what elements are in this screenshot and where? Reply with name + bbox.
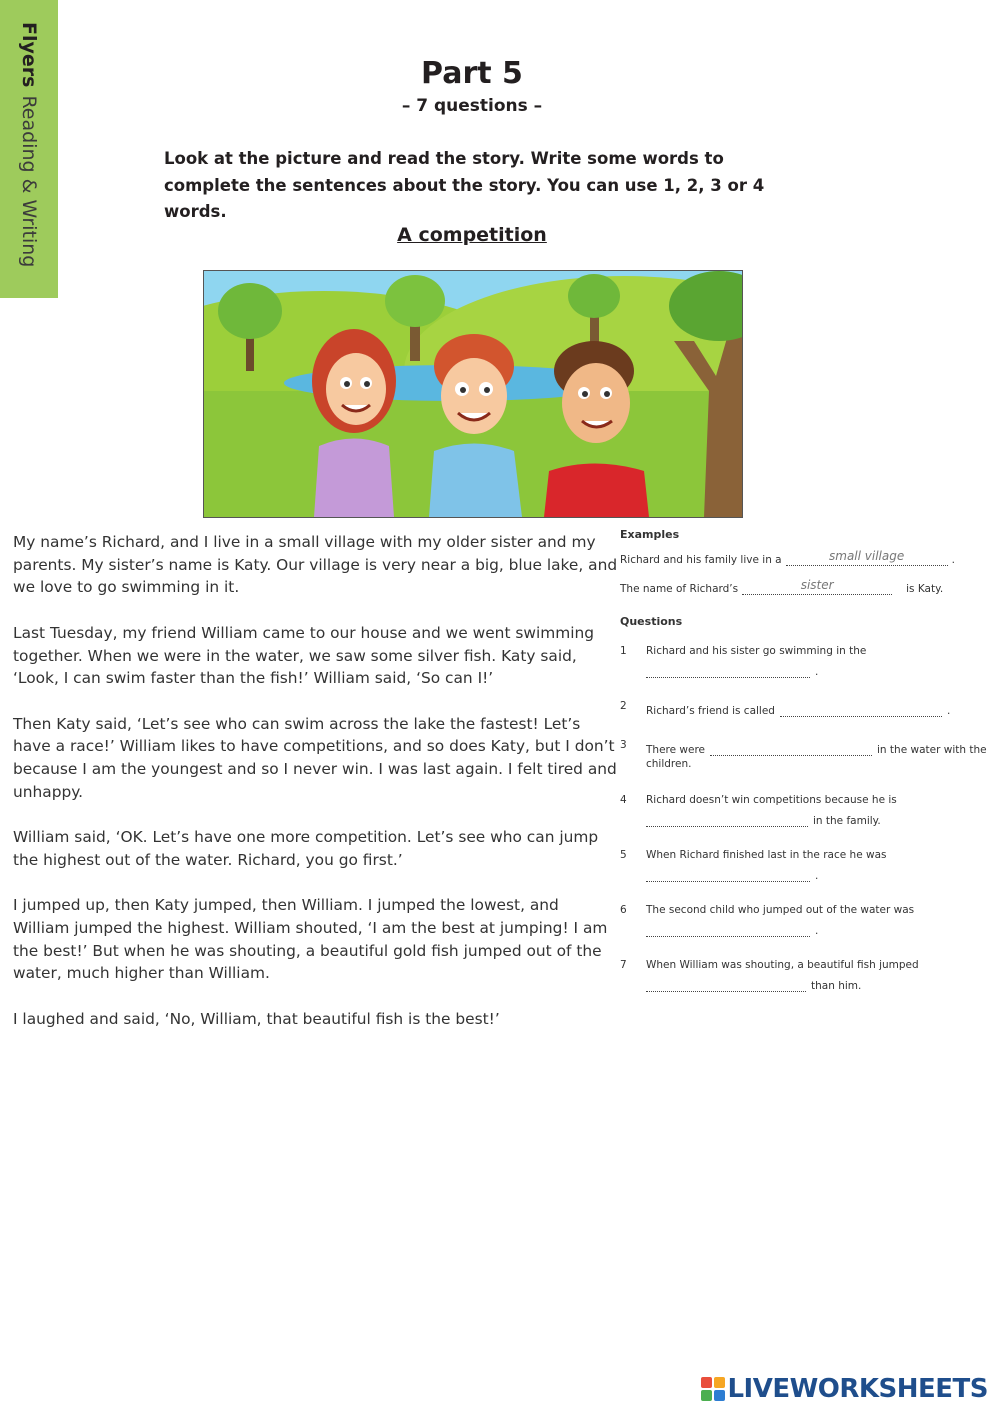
examples-heading: Examples [620, 528, 680, 541]
example-1 [620, 549, 990, 566]
example-2-text: The name of Richard’s [620, 583, 739, 595]
answer-input-5[interactable] [646, 865, 810, 882]
question-text: Richard’s friend is called [646, 705, 775, 717]
boy-right-pupil-right [604, 391, 610, 397]
story-paragraph: Then Katy said, ‘Let’s see who can swim across the lake the fastest! Let’s have a race!’ William likes to have competitions, and so does Katy, but I don’t because I am the youngest and so I never win. I was last again. I felt tired and unhappy. [13, 714, 617, 801]
example-2-answer: sister [800, 578, 834, 592]
story-paragraph: Last Tuesday, my friend William came to our house and we went swimming together. When we were in the water, we saw some silver fish. Katy said, ‘Look, I can swim faster than the fish!’ William said, ‘So can I!’ [13, 623, 595, 688]
side-tab [0, 0, 58, 298]
question-number: 6 [620, 904, 627, 916]
boy-middle-face [441, 358, 507, 434]
question-end: in the family. [813, 815, 881, 827]
boy-middle-pupil-right [484, 387, 490, 393]
logo-square [714, 1390, 725, 1401]
liveworksheets-logo [701, 1374, 988, 1404]
instructions: Look at the picture and read the story. Write some words to complete the sentences about the story. You can use 1, 2, 3 or 4 words. [164, 149, 765, 221]
logo-square [714, 1377, 725, 1388]
example-1-end: . [951, 554, 955, 566]
story-illustration [203, 270, 743, 518]
question-6 [620, 904, 990, 937]
question-number: 4 [620, 794, 627, 806]
boy-middle-pupil-left [460, 387, 466, 393]
girl-pupil-right [364, 381, 370, 387]
question-end: in the water with the [877, 744, 987, 756]
page-title: Part 5 [421, 56, 523, 91]
question-number: 2 [620, 700, 627, 712]
answer-input-3[interactable] [710, 739, 872, 756]
example-2-blank [742, 578, 892, 595]
side-tab-level: Flyers [18, 22, 40, 88]
question-number: 7 [620, 959, 627, 971]
questions-panel [620, 528, 990, 992]
park-scene-image [204, 271, 742, 517]
logo-square [701, 1377, 712, 1388]
question-end: . [815, 870, 819, 882]
questions-heading: Questions [620, 615, 683, 628]
question-end: . [946, 705, 951, 717]
question-number: 1 [620, 645, 627, 657]
question-2 [620, 700, 990, 717]
question-end: . [815, 666, 819, 678]
question-1 [620, 645, 990, 678]
answer-input-1[interactable] [646, 661, 810, 678]
story-text [13, 531, 618, 1053]
example-2-end: is Katy. [906, 583, 944, 595]
question-text: There were [646, 744, 706, 756]
question-text: Richard and his sister go swimming in the [646, 645, 867, 657]
question-text: When William was shouting, a beautiful fish jumped [646, 959, 919, 971]
question-text: The second child who jumped out of the water was [646, 904, 915, 916]
boy-right-face [562, 363, 630, 443]
tree-left [218, 283, 282, 339]
answer-input-2[interactable] [780, 700, 942, 717]
logo-wordmark: LIVEWORKSHEETS [727, 1374, 988, 1404]
story-paragraph: William said, ‘OK. Let’s have one more competition. Let’s see who can jump the highest out of the water. Richard, you go first.’ [13, 828, 599, 869]
question-text-cont: children. [646, 758, 692, 770]
example-1-answer: small village [829, 549, 905, 563]
question-4 [620, 794, 990, 827]
boy-right-pupil-left [582, 391, 588, 397]
question-text: When Richard finished last in the race he was [646, 849, 887, 861]
answer-input-7[interactable] [646, 975, 806, 992]
tree-right [568, 274, 620, 318]
question-end: than him. [811, 980, 862, 992]
question-5 [620, 849, 990, 882]
question-end: . [815, 925, 819, 937]
boy-middle-shirt [429, 444, 522, 518]
story-paragraph: I laughed and said, ‘No, William, that beautiful fish is the best!’ [13, 1009, 500, 1028]
story-paragraph: My name’s Richard, and I live in a small village with my older sister and my parents. My sister’s name is Katy. Our village is very near a big, blue lake, and we love to go swimming in it. [13, 533, 618, 597]
tree-mid [385, 275, 445, 327]
question-3 [620, 739, 990, 770]
logo-grid-icon [701, 1377, 725, 1401]
answer-input-4[interactable] [646, 810, 808, 827]
story-title: A competition [397, 224, 547, 246]
page-subtitle: – 7 questions – [401, 96, 543, 116]
logo-square [701, 1390, 712, 1401]
story-paragraph: I jumped up, then Katy jumped, then William. I jumped the lowest, and William jumped the highest. William shouted, ‘I am the best at jumping! I am the best!’ But when he was shouting, a beautiful gold fish jumped out of the water, much higher than William. [13, 896, 608, 983]
example-1-blank [786, 549, 948, 566]
example-1-text: Richard and his family live in a [620, 554, 782, 566]
example-2 [620, 578, 990, 595]
question-number: 3 [620, 739, 627, 751]
girl-face [326, 353, 386, 425]
question-text: Richard doesn’t win competitions because he is [646, 794, 897, 806]
side-tab-section: Reading & Writing [18, 95, 40, 268]
girl-pupil-left [344, 381, 350, 387]
boy-right-shirt [544, 464, 649, 518]
answer-input-6[interactable] [646, 920, 810, 937]
girl-shirt [314, 439, 394, 518]
question-number: 5 [620, 849, 627, 861]
question-7 [620, 959, 990, 992]
